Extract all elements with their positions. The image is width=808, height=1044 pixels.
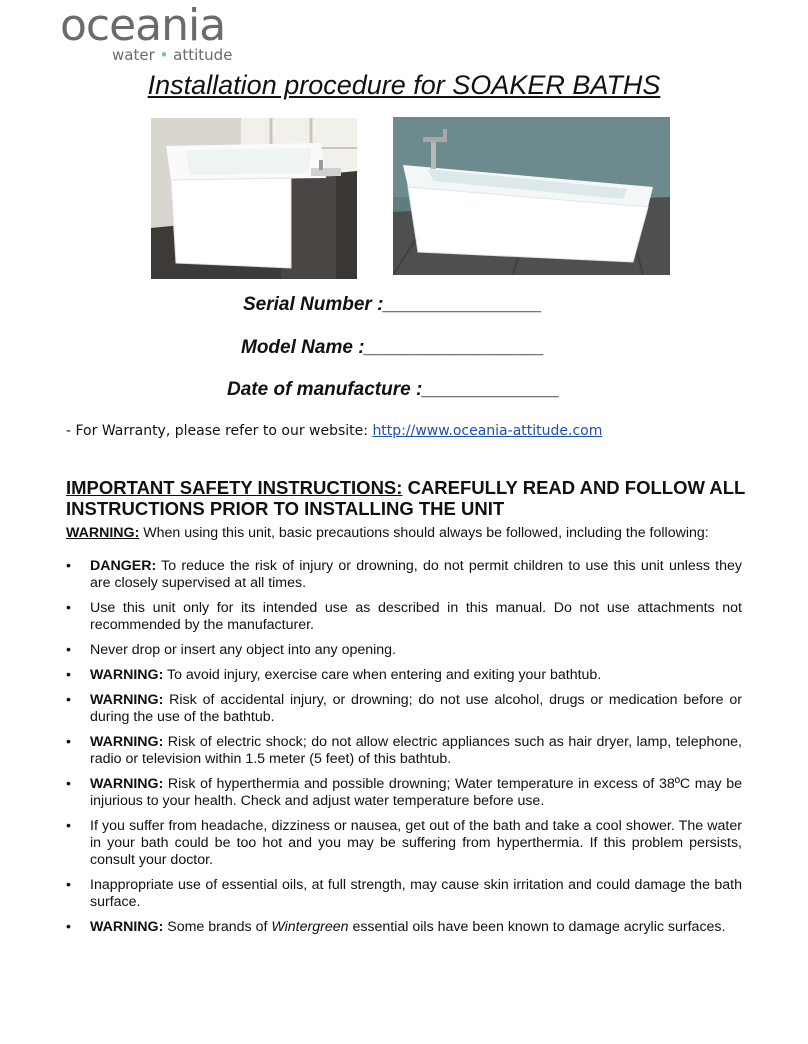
- logo-tagline-dot: •: [159, 46, 169, 64]
- warranty-note: [66, 423, 602, 439]
- list-item: [66, 818, 742, 869]
- safety-heading-rest: CAREFULLY READ AND FOLLOW ALL INSTRUCTIONS PRIOR TO INSTALLING THE UNIT: [66, 477, 746, 519]
- item-text: To reduce the risk of injury or drowning, do not permit children to use this unit unless they are closely supervised at all times.: [90, 558, 742, 591]
- item-text: Risk of hyperthermia and possible drowning; Water temperature in excess of 38ºC may be injurious to your health. Check and adjust water temperature before use.: [90, 776, 742, 809]
- page-title: Installation procedure for SOAKER BATHS: [147, 70, 661, 100]
- item-text: To avoid injury, exercise care when entering and exiting your bathtub.: [163, 667, 602, 683]
- bullet-icon: •: [66, 600, 71, 616]
- list-item: [66, 877, 742, 911]
- bullet-icon: •: [66, 667, 71, 683]
- safety-instructions-list: [66, 558, 742, 944]
- list-item: [66, 919, 742, 936]
- warning-intro: [66, 525, 709, 541]
- item-label: WARNING:: [90, 776, 164, 792]
- item-label: DANGER:: [90, 558, 157, 574]
- safety-heading: [66, 477, 746, 519]
- safety-heading-underlined: IMPORTANT SAFETY INSTRUCTIONS:: [66, 477, 403, 498]
- bullet-icon: •: [66, 818, 71, 834]
- logo-tagline-right: attitude: [173, 46, 233, 64]
- item-label: WARNING:: [90, 734, 164, 750]
- logo-tagline-left: water: [112, 46, 155, 64]
- bullet-icon: •: [66, 877, 71, 893]
- website-link[interactable]: http://www.oceania-attitude.com: [372, 423, 603, 439]
- list-item: [66, 600, 742, 634]
- item-label: WARNING:: [90, 667, 164, 683]
- bullet-icon: •: [66, 692, 71, 708]
- list-item: [66, 558, 742, 592]
- warning-intro-text: When using this unit, basic precautions should always be followed, including the following:: [139, 525, 709, 541]
- bullet-icon: •: [66, 919, 71, 935]
- item-text: Never drop or insert any object into any opening.: [90, 642, 397, 658]
- freestanding-bath-photo: [393, 117, 670, 275]
- oceania-logo: [60, 2, 260, 66]
- item-text: If you suffer from headache, dizziness or nausea, get out of the bath and take a cool shower. The water in your bath could be too hot and you may be suffering from hyperthermia. If this problem persists, consult your doctor.: [90, 818, 742, 868]
- bullet-icon: •: [66, 642, 71, 658]
- item-label: WARNING:: [90, 919, 164, 935]
- warning-intro-label: WARNING:: [66, 525, 140, 541]
- item-text: Risk of accidental injury, or drowning; do not use alcohol, drugs or medication before or during the use of the bathtub.: [90, 692, 742, 725]
- warranty-text: - For Warranty, please refer to our website:: [66, 423, 373, 439]
- item-label: WARNING:: [90, 692, 164, 708]
- item-text-post: essential oils have been known to damage acrylic surfaces.: [348, 919, 726, 935]
- bullet-icon: •: [66, 734, 71, 750]
- list-item: [66, 692, 742, 726]
- list-item: [66, 667, 742, 684]
- alcove-bath-photo: [151, 118, 357, 279]
- item-text: Use this unit only for its intended use as described in this manual. Do not use attachments not recommended by the manufacturer.: [90, 600, 742, 633]
- item-text: Inappropriate use of essential oils, at full strength, may cause skin irritation and could damage the bath surface.: [90, 877, 742, 910]
- list-item: [66, 776, 742, 810]
- model-name-field: Model Name :_________________: [241, 337, 545, 358]
- item-text: Risk of electric shock; do not allow electric appliances such as hair dryer, lamp, telephone, radio or television within 1.5 meter (5 feet) of this bathtub.: [90, 734, 742, 767]
- bullet-icon: •: [66, 558, 71, 574]
- logo-tagline: [112, 46, 232, 64]
- logo-wordmark: oceania: [60, 0, 226, 51]
- list-item: [66, 734, 742, 768]
- item-text-italic: Wintergreen: [271, 919, 349, 935]
- item-text-pre: Some brands of: [163, 919, 272, 935]
- serial-number-field: Serial Number :_______________: [243, 294, 542, 315]
- list-item: [66, 642, 742, 659]
- bullet-icon: •: [66, 776, 71, 792]
- date-of-manufacture-field: Date of manufacture :_____________: [227, 379, 560, 400]
